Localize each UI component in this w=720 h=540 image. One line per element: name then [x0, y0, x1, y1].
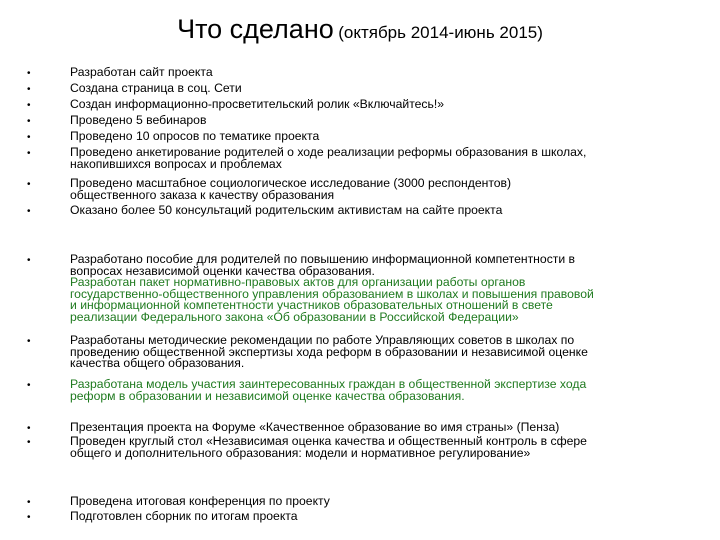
- text-line: Проведена итоговая конференция по проекту: [70, 494, 330, 508]
- list-item-text: [70, 99, 700, 111]
- text-line: Разработан сайт проекта: [70, 65, 213, 79]
- text-line: Проведено анкетирование родителей о ходе реализации реформы образования в школах,: [70, 145, 587, 159]
- bullet-icon: •: [27, 68, 31, 79]
- list-item-text: [70, 254, 700, 277]
- list-item-text: [70, 496, 700, 508]
- list-item-text: [70, 379, 700, 402]
- text-line: реализации Федерального закона «Об образовании в Российской Федерации»: [70, 309, 519, 324]
- bullet-icon: •: [27, 100, 31, 111]
- title-main: Что сделано: [177, 14, 334, 44]
- bullet-icon: •: [27, 380, 31, 391]
- text-line: качества общего образования.: [70, 356, 245, 371]
- list-item-text: [70, 277, 700, 323]
- list-item-text: [70, 511, 700, 523]
- text-line: Проведен круглый стол «Независимая оценка качества и общественный контроль в сфере: [70, 434, 587, 448]
- text-line: Проведено масштабное социологическое исследование (3000 респондентов): [70, 176, 512, 190]
- text-line: Разработаны методические рекомендации по работе Управляющих советов в школах по: [70, 333, 575, 347]
- bullet-icon: •: [27, 179, 31, 190]
- text-line: Презентация проекта на Форуме «Качественное образование во имя страны» (Пенза): [70, 420, 560, 434]
- bullet-icon: •: [27, 437, 31, 448]
- bullet-icon: •: [27, 497, 31, 508]
- bullet-icon: •: [27, 84, 31, 95]
- bullet-icon: •: [27, 255, 31, 266]
- bullet-icon: •: [27, 336, 31, 347]
- bullet-icon: •: [27, 512, 31, 523]
- text-line: общественного заказа к качеству образования: [70, 187, 335, 202]
- text-line: Оказано более 50 консультаций родительским активистам на сайте проекта: [70, 203, 503, 217]
- text-line: общего и дополнительного образования: модели и нормативное регулирование»: [70, 445, 531, 460]
- list-item-text: [70, 422, 700, 434]
- text-line: Разработан пакет нормативно-правовых актов для организации работы органов: [70, 275, 526, 289]
- text-line: реформ в образовании и независимой оценке качества образования.: [70, 388, 465, 403]
- text-line: проведению общественной экспертизы хода реформ в образовании и независимой оценке: [70, 344, 588, 359]
- list-item-text: [70, 83, 700, 95]
- text-line: Разработана модель участия заинтересованных граждан в общественной экспертизе хода: [70, 377, 587, 391]
- bullet-icon: •: [27, 423, 31, 434]
- bullet-icon: •: [27, 148, 31, 159]
- list-item-text: [70, 131, 700, 143]
- bullet-icon: •: [27, 132, 31, 143]
- list-item-text: [70, 205, 700, 217]
- list-item-text: [70, 436, 700, 459]
- page-title: [0, 14, 720, 45]
- text-line: и информационной компетентности участников образовательных отношений в свете: [70, 298, 553, 313]
- text-line: Проведено 10 опросов по тематике проекта: [70, 129, 320, 143]
- text-line: накопившихся вопросах и проблемах: [70, 156, 282, 171]
- text-line: Проведено 5 вебинаров: [70, 113, 207, 127]
- list-item-text: [70, 178, 700, 201]
- list-item-text: [70, 147, 700, 170]
- text-line: государственно-общественного управления образованием в школах и повышения правовой: [70, 286, 594, 301]
- text-line: Создана страница в соц. Сети: [70, 81, 242, 95]
- text-line: вопросах независимой оценки качества образования.: [70, 263, 375, 278]
- title-subtitle: (октябрь 2014-июнь 2015): [338, 23, 543, 42]
- text-line: Разработано пособие для родителей по повышению информационной компетентности в: [70, 252, 576, 266]
- list-item-text: [70, 115, 700, 127]
- text-line: Создан информационно-просветительский ролик «Включайтесь!»: [70, 97, 445, 111]
- bullet-icon: •: [27, 116, 31, 127]
- list-item-text: [70, 335, 700, 370]
- list-item-text: [70, 67, 700, 79]
- text-line: Подготовлен сборник по итогам проекта: [70, 509, 298, 523]
- bullet-icon: •: [27, 206, 31, 217]
